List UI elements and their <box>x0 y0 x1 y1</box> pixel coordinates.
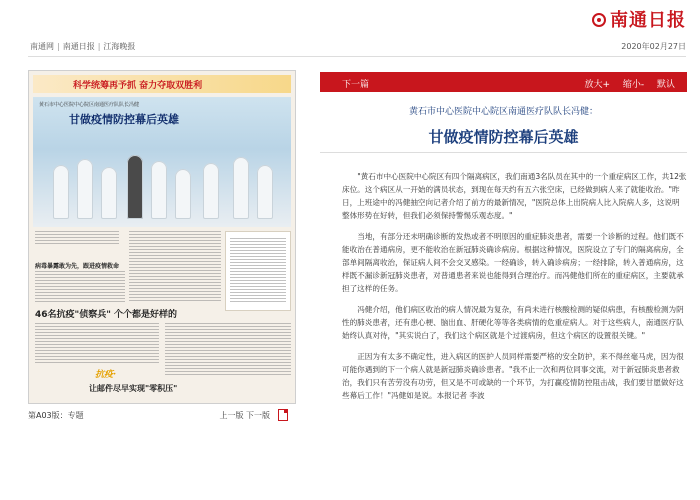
page-banner: 科学统筹再予抓 奋力夺取双胜利 <box>33 75 291 93</box>
article-paragraph: 当地，有部分还未明确诊断的发热或者不明原因的重症肺炎患者，需要一个诊断的过程。他们既不能收治在普通病房，更不能收治在新冠肺炎确诊病房。根据这种情况，医院设立了专门的隔离病房，全部单间隔离收治，保证病人间不会交叉感染。一经确诊，转入确诊病房；一经排除，转入普通病房，这样既不漏诊新冠肺炎患者，对普通患者来说也能得到合理治疗。而冯健他们所在的重症病区，主要就承担了这样的任务。 <box>342 232 684 293</box>
article-columns <box>129 231 221 303</box>
article-columns <box>165 323 291 377</box>
sidebar-box <box>225 231 291 311</box>
site-links <box>30 41 135 52</box>
logo-text: 南通日报 <box>610 10 686 31</box>
nav-bar <box>0 38 700 56</box>
nav-separator: | <box>57 42 60 51</box>
zoom-in-button[interactable]: 放大+ <box>584 80 610 90</box>
page-navigation <box>219 410 270 421</box>
title-divider <box>320 152 687 153</box>
medical-staff-figures <box>43 149 283 219</box>
default-size-button[interactable]: 默认 <box>656 80 675 90</box>
logo-mark-icon <box>592 13 606 27</box>
newspaper-logo[interactable] <box>592 6 686 32</box>
issue-date: 2020年02月27日 <box>621 42 686 51</box>
thumbnail-tag: 抗疫· <box>95 370 117 380</box>
zoom-out-button[interactable]: 缩小- <box>622 80 645 90</box>
article-columns <box>35 323 159 365</box>
secondary-headline: 病毒暴露敢为先，跟进疫情救命 <box>35 263 120 270</box>
article-paragraph: 正因为有太多不确定性，进入病区的医护人员同样需要严格的安全防护，来不得丝毫马虎，因为很可能你遇到的下一个病人就是新冠肺炎确诊患者。"我不止一次和两位同事交流，对于新冠肺炎患者救治，我们只有苦劳没有功劳，但又是不可或缺的一个环节，为打赢疫情防控阻击战，我们要甘愿做好这些幕后工作！"冯健如是说。本报记者 李波 <box>342 352 684 400</box>
top-logo-bar <box>0 0 700 36</box>
edition-label: 第A03版：专题 <box>28 411 84 420</box>
prev-page-link[interactable]: 上一版 <box>219 411 244 420</box>
article-body <box>342 170 687 410</box>
article-title: 甘做疫情防控幕后英雄 <box>428 128 579 146</box>
pdf-icon[interactable] <box>278 409 288 421</box>
page-pager <box>28 410 296 424</box>
next-article-link[interactable]: 下一篇 <box>342 80 370 90</box>
article-toolbar <box>320 72 687 92</box>
newspaper-page-thumbnail[interactable] <box>28 70 296 404</box>
article-paragraph: 冯健介绍，他们病区收治的病人情况最为复杂，有尚未进行核酸检测的疑似病患，有核酸检测为阴性的肺炎患者，还有患心梗、脑出血、肝硬化等等各类病情的危重症病人。对于这些病人，南通医疗队始终认真对待，"其实说白了，我们这个病区就是个过渡病房，但这个病区的设置很关键。" <box>342 305 684 340</box>
article-columns <box>35 271 125 303</box>
article-panel <box>320 72 687 500</box>
text-size-tools <box>574 77 675 90</box>
nav-separator: | <box>97 42 101 51</box>
thumbnail-headline: 甘做疫情防控幕后英雄 <box>69 113 179 126</box>
article-subhead: 黄石市中心医院中心院区南通医疗队队长冯健： <box>408 107 598 117</box>
article-columns <box>35 231 119 245</box>
article-paragraph: "黄石市中心医院中心院区有四个隔离病区，我们南通3名队员在其中的一个重症病区工作，共12张床位。这个病区从一开始的满员状态，到现在每天约有五六张空床，已经做到病人来了就能收治。"昨日，上班途中的冯健抽空向记者介绍了前方的最新情况，"医院总体上出院病人比入院病人多，这说明整体形势在好转，但我们必须保持警惕乐观态度。" <box>342 172 687 220</box>
header-divider <box>28 56 686 57</box>
photo-subtitle: 黄石市中心医院中心院区南通医疗队队长冯健 <box>39 102 140 108</box>
nav-link-jianghai-evening[interactable]: 江海晚报 <box>103 42 136 51</box>
nav-link-nantong-net[interactable]: 南通网 <box>30 42 54 51</box>
thumbnail-heading-3: 让邮件尽早实现"零积压" <box>89 384 178 393</box>
thumbnail-subheadline: 46名抗疫"侦察兵" 个个都是好样的 <box>35 310 178 320</box>
next-page-link[interactable]: 下一版 <box>246 411 270 420</box>
nav-link-nantong-daily[interactable]: 南通日报 <box>62 42 95 51</box>
